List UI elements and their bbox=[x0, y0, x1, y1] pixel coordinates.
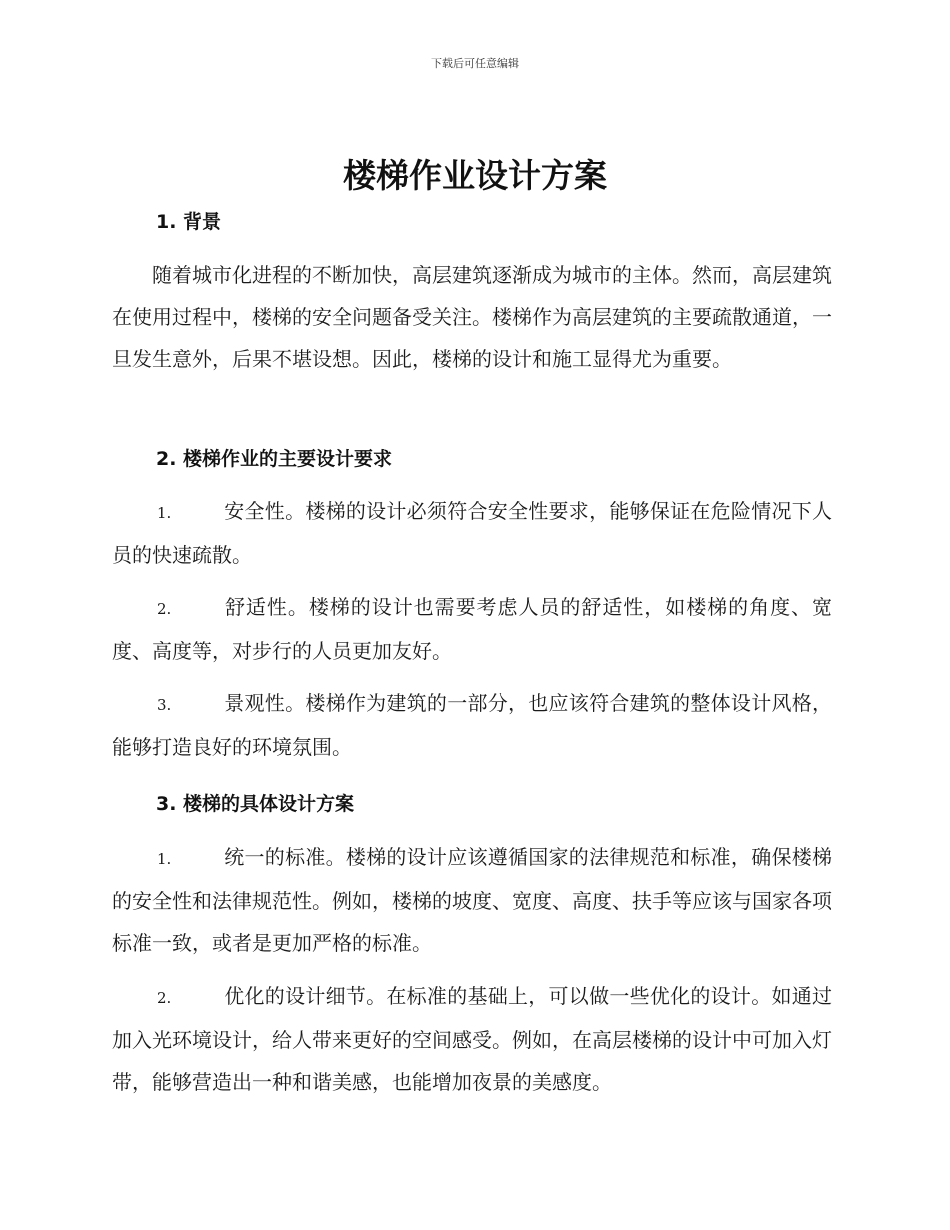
list-item bbox=[112, 975, 832, 1103]
list-item-number: 1. bbox=[157, 504, 172, 522]
document-title: 楼梯作业设计方案 bbox=[343, 156, 607, 195]
list-item bbox=[112, 586, 832, 672]
list-item-number: 1. bbox=[157, 850, 172, 868]
list-item-text: 景观性。楼梯作为建筑的一部分，也应该符合建筑的整体设计风格，能够打造良好的环境氛围。 bbox=[112, 691, 832, 759]
list-item-text: 优化的设计细节。在标准的基础上，可以做一些优化的设计。如通过加入光环境设计，给人带来更好的空间感受。例如，在高层楼梯的设计中可加入灯带，能够营造出一种和谐美感，也能增加夜景的美感度。 bbox=[112, 984, 832, 1094]
paragraph-text: 随着城市化进程的不断加快，高层建筑逐渐成为城市的主体。然而，高层建筑在使用过程中，楼梯的安全问题备受关注。楼梯作为高层建筑的主要疏散通道，一旦发生意外，后果不堪设想。因此，楼梯的设计和施工显得尤为重要。 bbox=[112, 263, 832, 371]
section-heading: 2. 楼梯作业的主要设计要求 bbox=[156, 448, 393, 470]
header-note: 下载后可任意编辑 bbox=[431, 57, 519, 70]
list-item bbox=[112, 682, 832, 768]
list-item-text: 安全性。楼梯的设计必须符合安全性要求，能够保证在危险情况下人员的快速疏散。 bbox=[112, 499, 832, 567]
list-item bbox=[112, 490, 832, 576]
list-item-number: 2. bbox=[157, 989, 172, 1007]
body-paragraph bbox=[112, 254, 832, 380]
list-item bbox=[112, 836, 832, 964]
list-item-number: 2. bbox=[157, 600, 172, 618]
list-item-text: 舒适性。楼梯的设计也需要考虑人员的舒适性，如楼梯的角度、宽度、高度等，对步行的人员更加友好。 bbox=[112, 595, 832, 663]
list-item-number: 3. bbox=[157, 696, 172, 714]
list-item-text: 统一的标准。楼梯的设计应该遵循国家的法律规范和标准，确保楼梯的安全性和法律规范性。例如，楼梯的坡度、宽度、高度、扶手等应该与国家各项标准一致，或者是更加严格的标准。 bbox=[112, 845, 832, 955]
section-heading: 1. 背景 bbox=[156, 211, 222, 233]
section-heading: 3. 楼梯的具体设计方案 bbox=[156, 793, 355, 815]
